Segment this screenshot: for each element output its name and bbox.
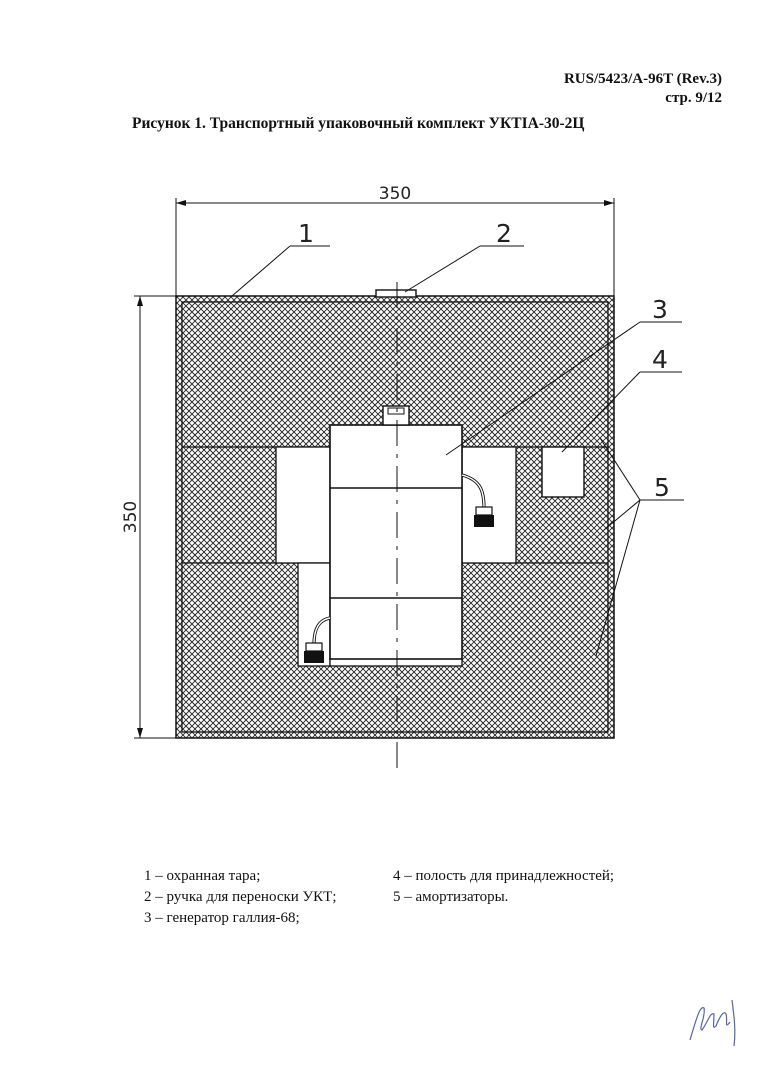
document-code: RUS/5423/A-96T (Rev.3) [563, 71, 722, 87]
callout-1-label: 1 [298, 219, 314, 248]
callout-1 [232, 219, 330, 296]
legend-item-3: 3 – генератор галлия-68; [144, 910, 300, 926]
callout-2-label: 2 [496, 219, 512, 248]
callout-2 [405, 219, 524, 292]
legend-item-5: 5 – амортизаторы. [393, 889, 509, 905]
figure-title: Рисунок 1. Транспортный упаковочный комплект УКТIA-30-2Ц [132, 115, 585, 132]
gallium-generator [330, 406, 462, 659]
dimension-width [176, 184, 614, 296]
dimension-height [121, 296, 176, 738]
legend-column-right [393, 866, 614, 908]
cavity-left [276, 447, 330, 563]
legend-column-left [144, 866, 337, 929]
legend-item-1: 1 – охранная тара; [144, 868, 261, 884]
legend-item-2: 2 – ручка для переноски УКТ; [144, 889, 337, 905]
callout-5-label: 5 [654, 473, 670, 502]
cavity-right [462, 447, 516, 563]
dimension-height-label: 350 [121, 500, 141, 534]
dimension-width-label: 350 [378, 184, 412, 204]
carry-handle [376, 290, 416, 297]
handwritten-signature [690, 1000, 735, 1046]
legend-item-4: 4 – полость для принадлежностей; [393, 868, 615, 884]
callout-3-label: 3 [652, 295, 668, 324]
page-number: стр. 9/12 [665, 90, 722, 106]
accessory-cavity [542, 447, 584, 497]
callout-4-label: 4 [652, 345, 668, 374]
